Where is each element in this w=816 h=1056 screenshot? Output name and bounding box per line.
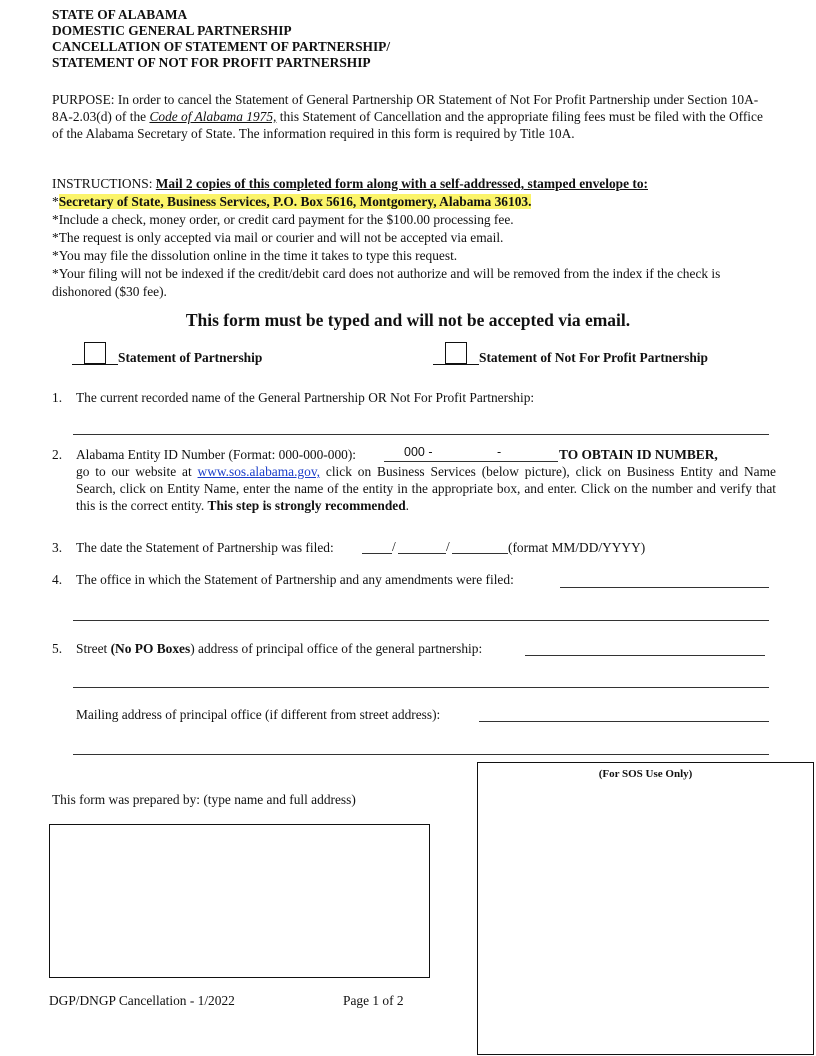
instructions-mail-line [52,175,772,193]
office-field-line-2[interactable] [73,620,769,621]
checkbox-partnership[interactable] [84,342,106,364]
item-2-go-text: go to our website at [76,464,198,479]
prepared-by-label: This form was prepared by: (type name and full address) [52,792,356,807]
item-1-number: 1. [52,390,63,405]
sos-website-link[interactable]: www.sos.alabama.gov, [197,464,321,479]
item-2-recommended: This step is strongly recommended [207,498,406,513]
code-citation: Code of Alabama 1975, [149,109,277,124]
checkbox-nfp-line [433,342,479,365]
checkbox-nfp-label: Statement of Not For Profit Partnership [479,350,708,365]
prepared-by-box[interactable] [49,824,430,978]
entity-id-field[interactable] [384,461,558,462]
mailing-address-line-1[interactable] [479,721,769,722]
header-state: STATE OF ALABAMA [52,7,188,22]
date-year-field[interactable] [452,553,508,554]
item-5-rest: ) address of principal office of the general partnership: [190,641,483,656]
address-star: * [52,194,59,209]
checkbox-partnership-line [72,342,118,365]
mailing-address-highlight: Secretary of State, Business Services, P.O. Box 5616, Montgomery, Alabama 36103. [58,194,532,209]
purpose-paragraph [52,91,772,142]
header-type: DOMESTIC GENERAL PARTNERSHIP [52,23,292,38]
date-day-field[interactable] [398,553,446,554]
instructions-address-line [52,193,772,211]
purpose-text-end: this Statement of Cancellation and the appropriate filing fees must be filed with the Office of the Alabama Secretary of State. The information required in this form is required by Title 10A. [52,109,763,141]
header-title-2: STATEMENT OF NOT FOR PROFIT PARTNERSHIP [52,55,371,70]
street-address-line-1[interactable] [525,655,765,656]
item-5-no-po: (No PO Boxes [110,641,191,656]
instructions-bullet-online: *You may file the dissolution online in the time it takes to type this request. [52,248,458,263]
item-3-number: 3. [52,540,63,555]
footer-page-number: Page 1 of 2 [343,993,404,1008]
date-slash-1: / [392,539,396,554]
instructions-bullet-fee: *Include a check, money order, or credit card payment for the $100.00 processing fee. [52,212,514,227]
sos-use-only-box [477,762,814,1055]
mailing-address-label: Mailing address of principal office (if different from street address): [76,707,441,722]
item-5-label [76,640,482,657]
date-month-field[interactable] [362,553,392,554]
entity-id-prefix: 000 - [404,445,433,459]
checkbox-nfp-row [433,342,708,365]
item-4-label: The office in which the Statement of Partnership and any amendments were filed: [76,572,514,587]
must-be-typed-notice: This form must be typed and will not be accepted via email. [185,310,631,330]
item-2-steps: click on Business Services (below picture), click on Business Entity and Name Search, click on Entity Name, enter the name of the entity in the appropriate box, and enter. Click on the number and verify that this is the correct entity. [76,464,776,513]
mailing-address-line-2[interactable] [73,754,769,755]
form-header [52,7,390,71]
checkbox-partnership-row [72,342,262,365]
item-2-label: Alabama Entity ID Number (Format: 000-000-000): [76,447,357,462]
checkbox-not-for-profit[interactable] [445,342,467,364]
item-5-number: 5. [52,641,63,656]
entity-id-dash: - [497,445,502,459]
instructions-bullet-index: *Your filing will not be indexed if the credit/debit card does not authorize and will be removed from the index if the check is dishonored ($30 fee). [52,266,721,299]
item-2-instructions [76,463,776,514]
street-address-line-2[interactable] [73,687,769,688]
item-2-period: . [405,498,410,513]
item-2-number: 2. [52,447,63,462]
checkbox-partnership-label: Statement of Partnership [118,350,263,365]
instructions-bullet-mail: *The request is only accepted via mail or courier and will not be accepted via email. [52,230,504,245]
sos-use-only-label: (For SOS Use Only) [598,768,693,780]
item-1-label: The current recorded name of the General Partnership OR Not For Profit Partnership: [76,390,535,405]
instructions-label: INSTRUCTIONS: [52,176,156,191]
office-field-line-1[interactable] [560,587,769,588]
purpose-text-start: PURPOSE: In order to cancel the Statement of General Partnership OR Statement of Not For Profit Partnership under Section 10A-8A-2.03(d) of the [52,92,759,124]
item-4-number: 4. [52,572,63,587]
obtain-id-heading: TO OBTAIN ID NUMBER, [559,447,718,462]
date-format-hint: (format MM/DD/YYYY) [508,540,646,555]
item-3-label: The date the Statement of Partnership was filed: [76,540,334,555]
instructions-block [52,175,772,301]
instructions-mail: Mail 2 copies of this completed form along with a self-addressed, stamped envelope to: [155,176,648,191]
date-slash-2: / [446,539,450,554]
item-5-street: Street [76,641,111,656]
item-1-name-field[interactable] [73,434,769,435]
header-title-1: CANCELLATION OF STATEMENT OF PARTNERSHIP/ [52,39,391,54]
footer-form-id: DGP/DNGP Cancellation - 1/2022 [49,993,235,1008]
